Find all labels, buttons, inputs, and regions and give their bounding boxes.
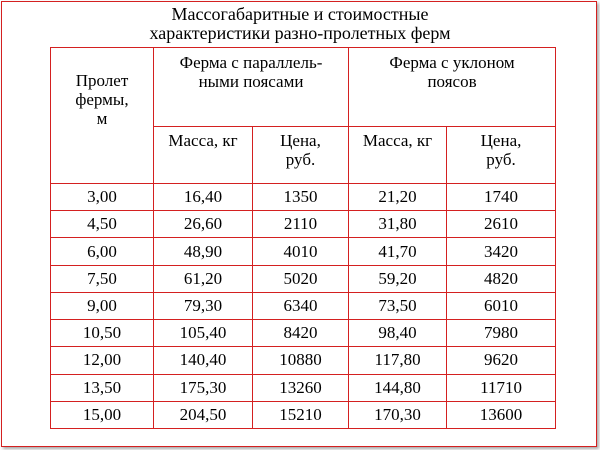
cell-mass-parallel: 48,90 — [154, 238, 253, 265]
cell-span: 15,00 — [51, 401, 154, 428]
header-span-line-1: Пролет — [75, 71, 129, 90]
header-span — [51, 48, 154, 184]
header-group1-line-1: Ферма с параллель- — [179, 53, 323, 72]
cell-span: 10,50 — [51, 320, 154, 347]
table-row — [51, 211, 556, 238]
cell-mass-sloped: 59,20 — [349, 265, 447, 292]
table-row — [51, 265, 556, 292]
table-row — [51, 238, 556, 265]
table-row — [51, 184, 556, 211]
title-line-1: Массогабаритные и стоимостные — [171, 4, 429, 24]
cell-price-sloped: 4820 — [447, 265, 556, 292]
cell-mass-sloped: 21,20 — [349, 184, 447, 211]
cell-span: 4,50 — [51, 211, 154, 238]
cell-price-parallel: 8420 — [253, 320, 349, 347]
cell-span: 3,00 — [51, 184, 154, 211]
cell-price-parallel: 4010 — [253, 238, 349, 265]
header-sloped-chord-truss — [349, 48, 556, 127]
cell-span: 7,50 — [51, 265, 154, 292]
cell-mass-sloped: 144,80 — [349, 374, 447, 401]
header-price-2-line-2: руб. — [486, 150, 516, 169]
header-price-2 — [447, 127, 556, 184]
cell-mass-sloped: 31,80 — [349, 211, 447, 238]
cell-mass-parallel: 16,40 — [154, 184, 253, 211]
cell-mass-parallel: 140,40 — [154, 347, 253, 374]
cell-span: 13,50 — [51, 374, 154, 401]
cell-price-parallel: 1350 — [253, 184, 349, 211]
cell-mass-parallel: 79,30 — [154, 292, 253, 319]
cell-mass-sloped: 73,50 — [349, 292, 447, 319]
table-row — [51, 374, 556, 401]
header-group1-line-2: ными поясами — [198, 72, 304, 91]
cell-price-parallel: 2110 — [253, 211, 349, 238]
cell-span: 6,00 — [51, 238, 154, 265]
cell-price-sloped: 7980 — [447, 320, 556, 347]
page-title — [0, 5, 600, 43]
header-group2-line-2: поясов — [427, 72, 477, 91]
header-mass-1: Масса, кг — [154, 127, 253, 184]
table-row — [51, 320, 556, 347]
cell-price-sloped: 11710 — [447, 374, 556, 401]
cell-price-sloped: 9620 — [447, 347, 556, 374]
header-mass-2: Масса, кг — [349, 127, 447, 184]
cell-price-sloped: 6010 — [447, 292, 556, 319]
header-group2-line-1: Ферма с уклоном — [389, 53, 515, 72]
cell-mass-parallel: 175,30 — [154, 374, 253, 401]
cell-price-sloped: 1740 — [447, 184, 556, 211]
cell-mass-parallel: 204,50 — [154, 401, 253, 428]
header-span-line-2: фермы, — [75, 90, 129, 109]
cell-price-parallel: 5020 — [253, 265, 349, 292]
header-price-1-line-1: Цена, — [280, 131, 321, 150]
cell-mass-parallel: 105,40 — [154, 320, 253, 347]
cell-price-parallel: 15210 — [253, 401, 349, 428]
cell-price-parallel: 6340 — [253, 292, 349, 319]
cell-mass-sloped: 41,70 — [349, 238, 447, 265]
cell-mass-sloped: 117,80 — [349, 347, 447, 374]
cell-price-parallel: 13260 — [253, 374, 349, 401]
truss-characteristics-table — [50, 47, 556, 429]
header-span-line-3: м — [96, 109, 108, 128]
header-parallel-chord-truss — [154, 48, 349, 127]
cell-mass-sloped: 98,40 — [349, 320, 447, 347]
header-price-2-line-1: Цена, — [480, 131, 522, 150]
cell-price-parallel: 10880 — [253, 347, 349, 374]
header-price-1-line-2: руб. — [285, 150, 316, 169]
cell-price-sloped: 3420 — [447, 238, 556, 265]
cell-mass-sloped: 170,30 — [349, 401, 447, 428]
cell-span: 9,00 — [51, 292, 154, 319]
cell-price-sloped: 13600 — [447, 401, 556, 428]
table-row — [51, 401, 556, 428]
header-price-1 — [253, 127, 349, 184]
table-row — [51, 347, 556, 374]
cell-price-sloped: 2610 — [447, 211, 556, 238]
cell-mass-parallel: 61,20 — [154, 265, 253, 292]
cell-mass-parallel: 26,60 — [154, 211, 253, 238]
cell-span: 12,00 — [51, 347, 154, 374]
title-line-2: характеристики разно-пролетных ферм — [149, 23, 451, 43]
table-row — [51, 292, 556, 319]
